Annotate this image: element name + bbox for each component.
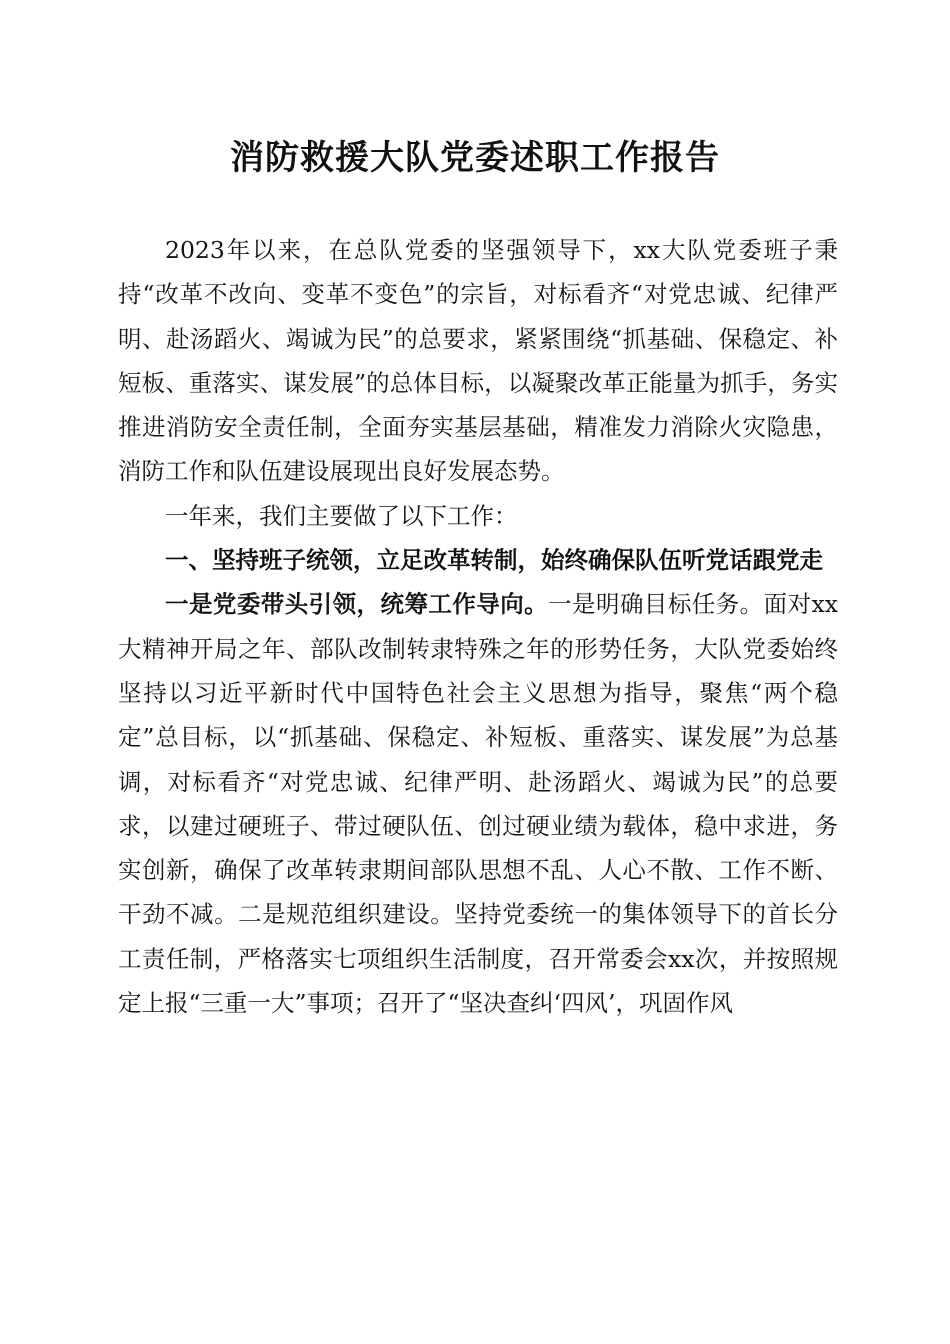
summary-intro-paragraph: 一年来，我们主要做了以下工作： bbox=[165, 501, 518, 530]
paragraph-lead-text: 一是党委带头引领，统筹工作导向。 bbox=[165, 590, 549, 619]
document-body bbox=[118, 228, 838, 1025]
paragraph-body-text: 一是明确目标任务。面对xx大精神开局之年、部队改制转隶特殊之年的形势任务，大队党委始终坚持以习近平新时代中国特色社会主义思想为指导，聚焦“两个稳定”总目标，以“抓基础、保稳定、补短板、重落实、谋发展”为总基调，对标看齐“对党忠诚、纪律严明、赴汤蹈火、竭诚为民”的总要求，以建过硬班子、带过硬队伍、创过硬业绩为载体，稳中求进，务实创新，确保了改革转隶期间部队思想不乱、人心不散、工作不断、干劲不减。二是规范组织建设。坚持党委统一的集体领导下的首长分工责任制，严格落实七项组织生活制度，召开常委会xx次，并按照规定上报“三重一大”事项；召开了“坚决查纠‘四风’，巩固作风 bbox=[118, 590, 838, 1018]
document-title: 消防救援大队党委述职工作报告 bbox=[230, 138, 720, 178]
intro-paragraph: 2023年以来，在总队党委的坚强领导下，xx大队党委班子秉持“改革不改向、变革不变色”的宗旨，对标看齐“对党忠诚、纪律严明、赴汤蹈火、竭诚为民”的总要求，紧紧围绕“抓基础、保稳定、补短板、重落实、谋发展”的总体目标，以凝聚改革正能量为抓手，务实推进消防安全责任制，全面夯实基层基础，精准发力消除火灾隐患，消防工作和队伍建设展现出良好发展态势。 bbox=[118, 236, 838, 486]
section-1-paragraph-1 bbox=[118, 582, 838, 1025]
section-heading-1: 一、坚持班子统领，立足改革转制，始终确保队伍听党话跟党走 bbox=[165, 546, 823, 575]
